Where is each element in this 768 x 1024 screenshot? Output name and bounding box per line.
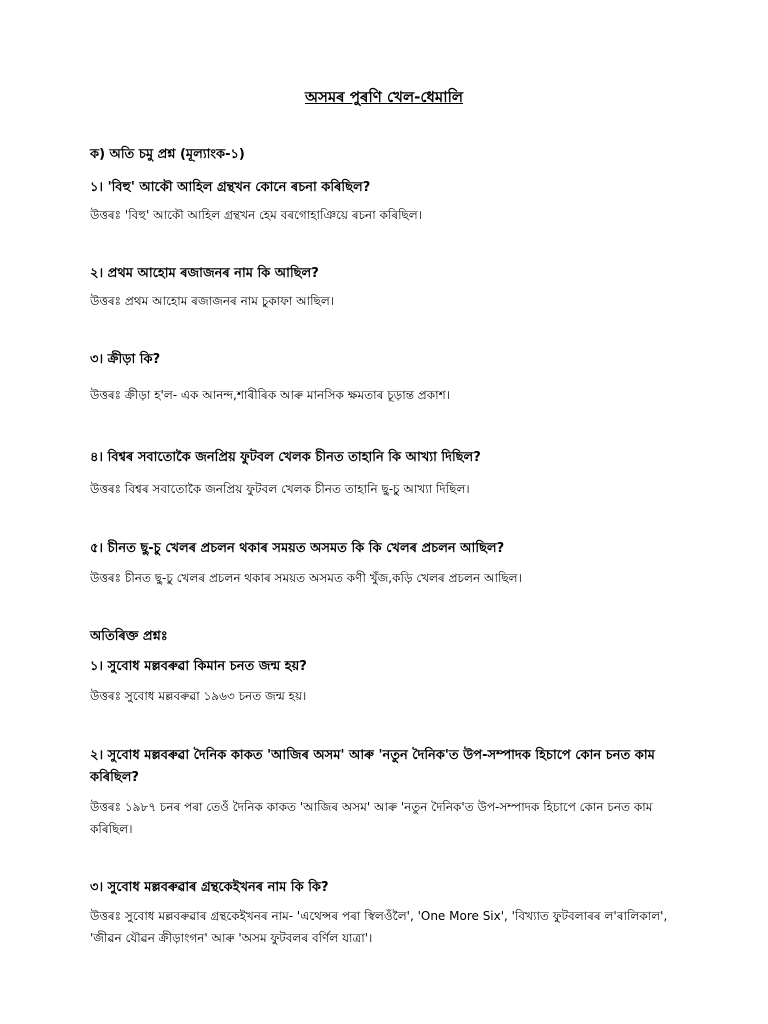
answer-a1: উত্তৰঃ 'বিহু' আকৌ আহিল গ্ৰন্থখন হেম বৰগোহাঞিয়ে ৰচনা কৰিছিল। <box>90 208 423 222</box>
answer-a2: উত্তৰঃ প্ৰথম আহোম ৰজাজনৰ নাম চুকাফা আছিল। <box>90 294 335 308</box>
question-a3: ৩। ক্ৰীড়া কি? <box>90 352 161 367</box>
answer-a3: উত্তৰঃ ক্ৰীড়া হ'ল- এক আনন্দ,শাৰীৰিক আৰু মানসিক ক্ষমতাৰ চূড়ান্ত প্ৰকাশ। <box>90 388 451 402</box>
answer-extra1: উত্তৰঃ সুবোধ মল্লবৰুৱা ১৯৬৩ চনত জন্ম হয়। <box>90 689 307 703</box>
section-a-heading: ক) অতি চমু প্ৰশ্ন (মূল্যাংক-১) <box>90 147 245 162</box>
document-title: অসমৰ পুৰণি খেল-ধেমালি <box>304 88 464 106</box>
question-a4: ৪। বিশ্বৰ সবাতোকৈ জনপ্ৰিয় ফুটবল খেলক চীনত তাহানি কি আখ্যা দিছিল? <box>90 450 481 465</box>
answer-extra3: উত্তৰঃ সুবোধ মল্লবৰুৱাৰ গ্ৰন্থকেইখনৰ নাম- 'এথেন্সৰ পৰা স্বিলওঁলৈ', 'One More Six', 'বিখ্যাত ফুটবলাৰৰ ল'ৰালিকাল', 'জীৱন যৌৱন ক্ৰীড়াংগন' আৰু 'অসম ফুটবলৰ বৰ্ণিল যাত্ৰা'। <box>90 909 668 945</box>
extra-heading: অতিৰিক্ত প্ৰশ্নঃ <box>90 629 168 644</box>
question-a5: ৫। চীনত ছু-চু খেলৰ প্ৰচলন থকাৰ সময়ত অসমত কি কি খেলৰ প্ৰচলন আছিল? <box>90 541 505 556</box>
question-a2: ২। প্ৰথম আহোম ৰজাজনৰ নাম কি আছিল? <box>90 266 319 281</box>
answer-a4: উত্তৰঃ বিশ্বৰ সবাতোকৈ জনপ্ৰিয় ফুটবল খেলক চীনত তাহানি ছু-চু আখ্যা দিছিল। <box>90 482 470 496</box>
answer-a5: উত্তৰঃ চীনত ছু-চু খেলৰ প্ৰচলন থকাৰ সময়ত অসমত কণী খুঁজ,কড়ি খেলৰ প্ৰচলন আছিল। <box>90 571 522 585</box>
question-extra3: ৩। সুবোধ মল্লবৰুৱাৰ গ্ৰন্থকেইখনৰ নাম কি কি? <box>90 880 329 895</box>
question-extra1: ১। সুবোধ মল্লবৰুৱা কিমান চনত জন্ম হয়? <box>90 659 307 674</box>
question-a1: ১। 'বিহু' আকৌ আহিল গ্ৰন্থখন কোনে ৰচনা কৰিছিল? <box>90 180 371 195</box>
question-extra2: ২। সুবোধ মল্লবৰুৱা দৈনিক কাকত 'আজিৰ অসম' আৰু 'নতুন দৈনিক'ত উপ-সম্পাদক হিচাপে কোন চনত কাম কৰিছিল? <box>90 748 655 785</box>
answer-extra2: উত্তৰঃ ১৯৮৭ চনৰ পৰা তেওঁ দৈনিক কাকত 'আজিৰ অসম' আৰু 'নতুন দৈনিক'ত উপ-সম্পাদক হিচাপে কোন চনত কাম কৰিছিল। <box>90 800 653 836</box>
